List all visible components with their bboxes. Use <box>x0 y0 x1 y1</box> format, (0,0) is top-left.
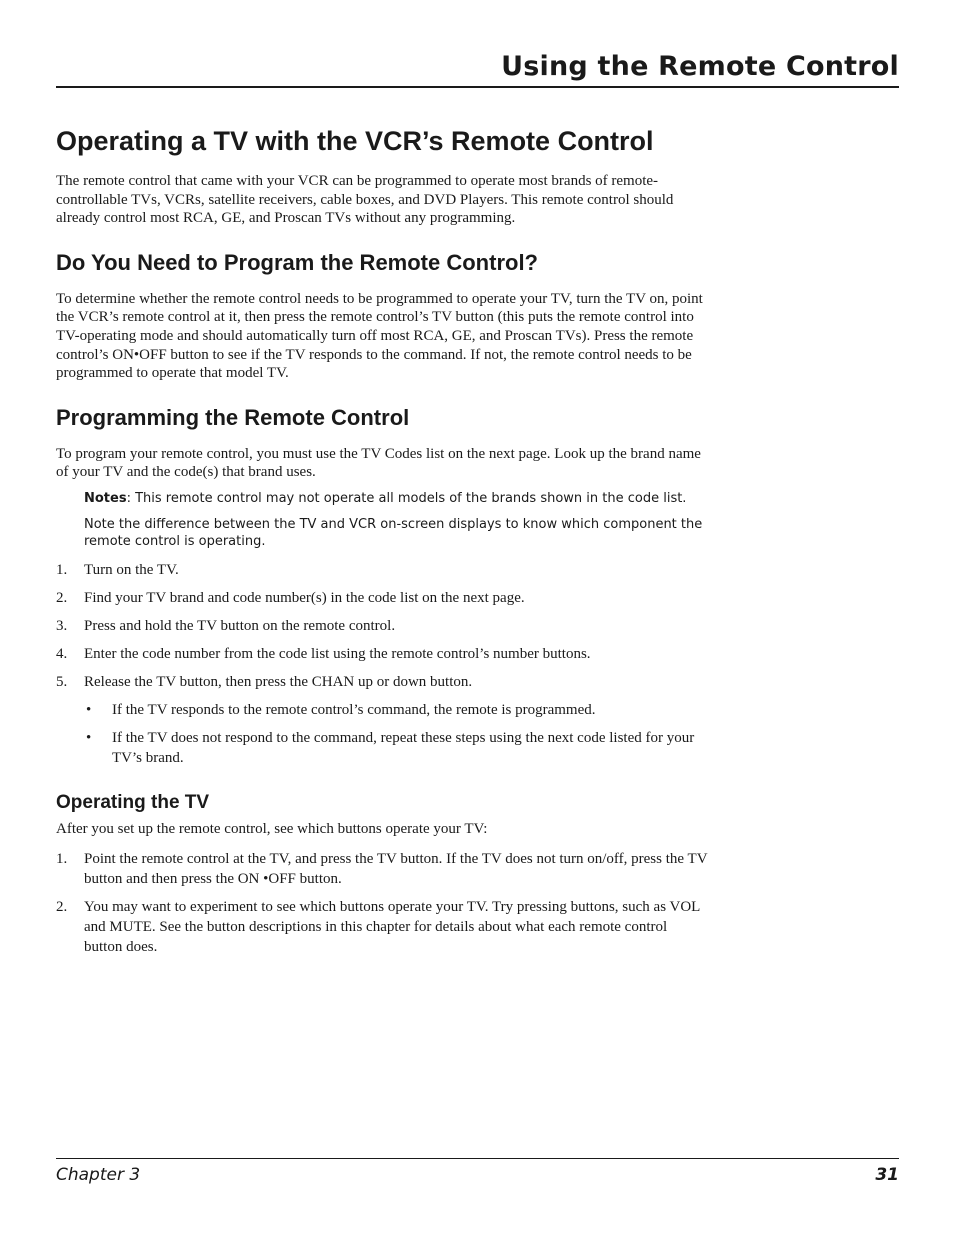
operating-tv-paragraph: After you set up the remote control, see which buttons operate your TV: <box>56 820 488 837</box>
intro-paragraph: The remote control that came with your VCR can be programmed to operate most brands of remote-controllable TVs, VCRs, satellite receivers, cable boxes, and DVD Players. This remote control should already control most RCA, GE, and Proscan TVs without any programming. <box>56 173 674 227</box>
step-text: Press and hold the TV button on the remote control. <box>84 617 396 634</box>
step-number: 4. <box>56 645 68 662</box>
note-2: Note the difference between the TV and VCR on-screen displays to know which component the remote control is operating. <box>84 516 703 549</box>
bullet-mark: • <box>86 729 92 746</box>
operating-steps <box>56 849 708 957</box>
notes-block <box>84 490 708 550</box>
page-number: 31 <box>875 1165 899 1185</box>
list-item <box>56 644 708 664</box>
section-heading-programming: Programming the Remote Control <box>56 404 410 430</box>
programming-paragraph: To program your remote control, you must use the TV Codes list on the next page. Look up the brand name of your TV and the code(s) that brand uses. <box>56 445 701 481</box>
step-number: 5. <box>56 673 68 690</box>
list-item <box>56 616 708 636</box>
programming-steps <box>56 560 708 692</box>
list-item <box>84 728 708 768</box>
step-number: 1. <box>56 561 68 578</box>
running-header-title: Using the Remote Control <box>501 51 899 82</box>
step-number: 2. <box>56 898 68 915</box>
step-text: You may want to experiment to see which buttons operate your TV. Try pressing buttons, such as VOL and MUTE. See the button descriptions in this chapter for details about what each remote control button does. <box>84 898 700 955</box>
running-header <box>56 50 899 88</box>
notes-label: Notes <box>84 490 127 506</box>
page-content <box>56 122 708 965</box>
list-item <box>56 588 708 608</box>
need-to-program-paragraph: To determine whether the remote control needs to be programmed to operate your TV, turn the TV on, point the VCR’s remote control at it, then press the remote control’s TV button (this puts the remote control into TV-operating mode and should automatically turn off most RCA, GE, and Proscan TVs). Press the remote control’s ON•OFF button to see if the TV responds to the command. If not, the remote control needs to be programmed to operate that model TV. <box>56 290 703 382</box>
programming-result-bullets <box>84 700 708 768</box>
step-text: Point the remote control at the TV, and press the TV button. If the TV does not turn on/off, press the TV button and then press the ON •OFF button. <box>84 850 708 887</box>
list-item <box>56 897 708 957</box>
list-item <box>56 849 708 889</box>
step-text: Turn on the TV. <box>84 561 179 578</box>
step-number: 2. <box>56 589 68 606</box>
bullet-mark: • <box>86 701 92 718</box>
chapter-label: Chapter 3 <box>56 1165 141 1185</box>
list-item <box>56 560 708 580</box>
list-item <box>84 700 708 720</box>
step-number: 1. <box>56 850 68 867</box>
section-heading-operating-tv: Operating the TV <box>56 791 210 813</box>
page-title: Operating a TV with the VCR’s Remote Control <box>56 126 654 156</box>
note-1-text: : This remote control may not operate all models of the brands shown in the code list. <box>126 490 687 506</box>
list-item <box>56 672 708 692</box>
bullet-text: If the TV responds to the remote control’s command, the remote is programmed. <box>112 701 596 718</box>
step-text: Release the TV button, then press the CHAN up or down button. <box>84 673 473 690</box>
step-text: Enter the code number from the code list using the remote control’s number buttons. <box>84 645 591 662</box>
bullet-text: If the TV does not respond to the command, repeat these steps using the next code listed for your TV’s brand. <box>112 729 695 766</box>
step-number: 3. <box>56 617 68 634</box>
note-1 <box>84 490 708 507</box>
page-footer <box>56 1158 899 1189</box>
step-text: Find your TV brand and code number(s) in the code list on the next page. <box>84 589 525 606</box>
section-heading-need-to-program: Do You Need to Program the Remote Control? <box>56 249 538 275</box>
